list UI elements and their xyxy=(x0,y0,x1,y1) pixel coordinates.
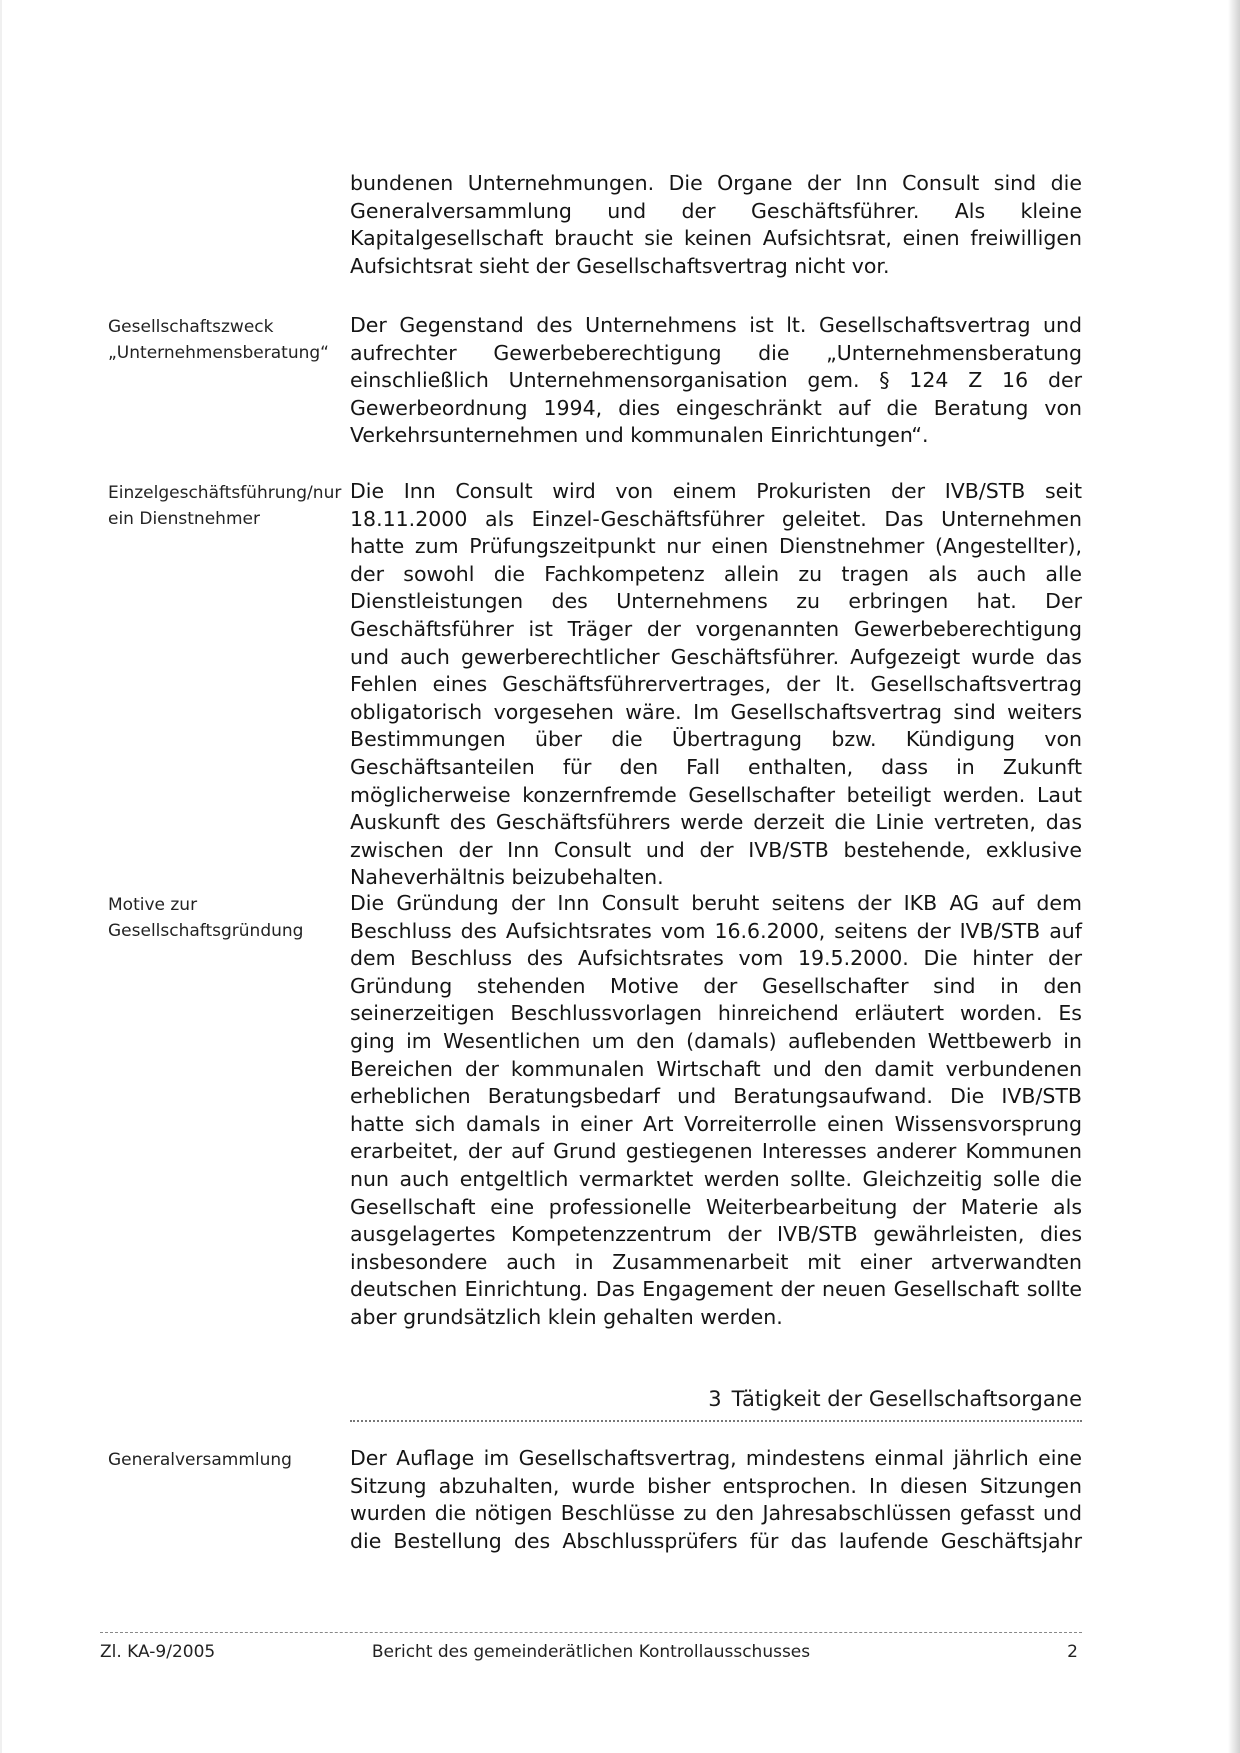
footer-title: Bericht des gemeinderätlichen Kontrollausschusses xyxy=(371,1642,811,1662)
chapter-title: Tätigkeit der Gesellschaftsorgane xyxy=(731,1387,1082,1411)
paragraph-purpose: Der Gegenstand des Unternehmens ist lt. Gesellschaftsvertrag und aufrechter Gewerbeberechtigung die „Unternehmensberatung einschließlich Unternehmensorganisation gem. § 124 Z 16 der Gewerbeordnung 1994, dies eingeschränkt auf die Beratung von Verkehrsunternehmen und kommunalen Einrichtungen“. xyxy=(350,313,1082,448)
margin-note-motives: Motive zur Gesellschaftsgründung xyxy=(108,895,304,941)
margin-note-purpose: Gesellschaftszweck „Unternehmensberatung“ xyxy=(108,317,329,363)
footer-divider xyxy=(100,1632,1082,1633)
chapter-divider xyxy=(350,1420,1082,1422)
page-number: 2 xyxy=(1067,1642,1078,1662)
scan-edge-left xyxy=(0,0,2,1753)
chapter-heading xyxy=(350,1385,1082,1413)
paragraph-general-assembly: Der Auflage im Gesellschaftsvertrag, mindestens einmal jährlich eine Sitzung abzuhalten, wurde bisher entsprochen. In diesen Sitzungen wurden die nötigen Beschlüsse zu den Jahresabschlüssen gefasst und die Bestellung des Abschlussprüfers für das laufende Geschäftsjahr xyxy=(350,1446,1082,1553)
intro-paragraph: bundenen Unternehmungen. Die Organe der Inn Consult sind die Generalversammlung und der Geschäftsführer. Als kleine Kapitalgesellschaft braucht sie keinen Aufsichtsrat, einen freiwilligen Aufsichtsrat sieht der Gesellschaftsvertrag nicht vor. xyxy=(350,171,1082,278)
chapter-number: 3 xyxy=(708,1387,722,1411)
page-footer xyxy=(100,1640,1082,1664)
paragraph-motives: Die Gründung der Inn Consult beruht seitens der IKB AG auf dem Beschluss des Aufsichtsrates vom 16.6.2000, seitens der IVB/STB auf dem Beschluss des Aufsichtsrates vom 19.5.2000. Die hinter der Gründung stehenden Motive der Gesellschafter sind in den seinerzeitigen Beschlussvorlagen hinreichend erläutert worden. Es ging im Wesentlichen um den (damals) auflebenden Wettbewerb in Bereichen der kommunalen Wirtschaft und den damit verbundenen erheblichen Beratungsbedarf und Beratungsaufwand. Die IVB/STB hatte sich damals in einer Art Vorreiterrolle einen Wissensvorsprung erarbeitet, der auf Grund gestiegenen Interesses anderer Kommunen nun auch entgeltlich vermarktet werden sollte. Gleichzeitig solle die Gesellschaft eine professionelle Weiterbearbeitung der Materie als ausgelagertes Kompetenzzentrum der IVB/STB gewährleisten, dies insbesondere auch in Zusammenarbeit mit einer artverwandten deutschen Einrichtung. Das Engagement der neuen Gesellschaft sollte aber grundsätzlich klein gehalten werden. xyxy=(350,891,1082,1329)
scan-edge-right xyxy=(1228,0,1240,1753)
footer-reference: Zl. KA-9/2005 xyxy=(100,1642,216,1662)
margin-note-general-assembly: Generalversammlung xyxy=(108,1450,292,1470)
margin-note-management: Einzelgeschäftsführung/nur ein Dienstnehmer xyxy=(108,483,342,529)
paragraph-management: Die Inn Consult wird von einem Prokuristen der IVB/STB seit 18.11.2000 als Einzel-Geschäftsführer geleitet. Das Unternehmen hatte zum Prüfungszeitpunkt nur einen Dienstnehmer (Angestellter), der sowohl die Fachkompetenz allein zu tragen als auch alle Dienstleistungen des Unternehmens zu erbringen hat. Der Geschäftsführer ist Träger der vorgenannten Gewerbeberechtigung und auch gewerberechtlicher Geschäftsführer. Aufgezeigt wurde das Fehlen eines Geschäftsführervertrages, der lt. Gesellschaftsvertrag obligatorisch vorgesehen wäre. Im Gesellschaftsvertrag sind weiters Bestimmungen über die Übertragung bzw. Kündigung von Geschäftsanteilen für den Fall enthalten, dass in Zukunft möglicherweise konzernfremde Gesellschafter beteiligt werden. Laut Auskunft des Geschäftsführers werde derzeit die Linie vertreten, das zwischen der Inn Consult und der IVB/STB bestehende, exklusive Naheverhältnis beizubehalten. xyxy=(350,479,1082,890)
